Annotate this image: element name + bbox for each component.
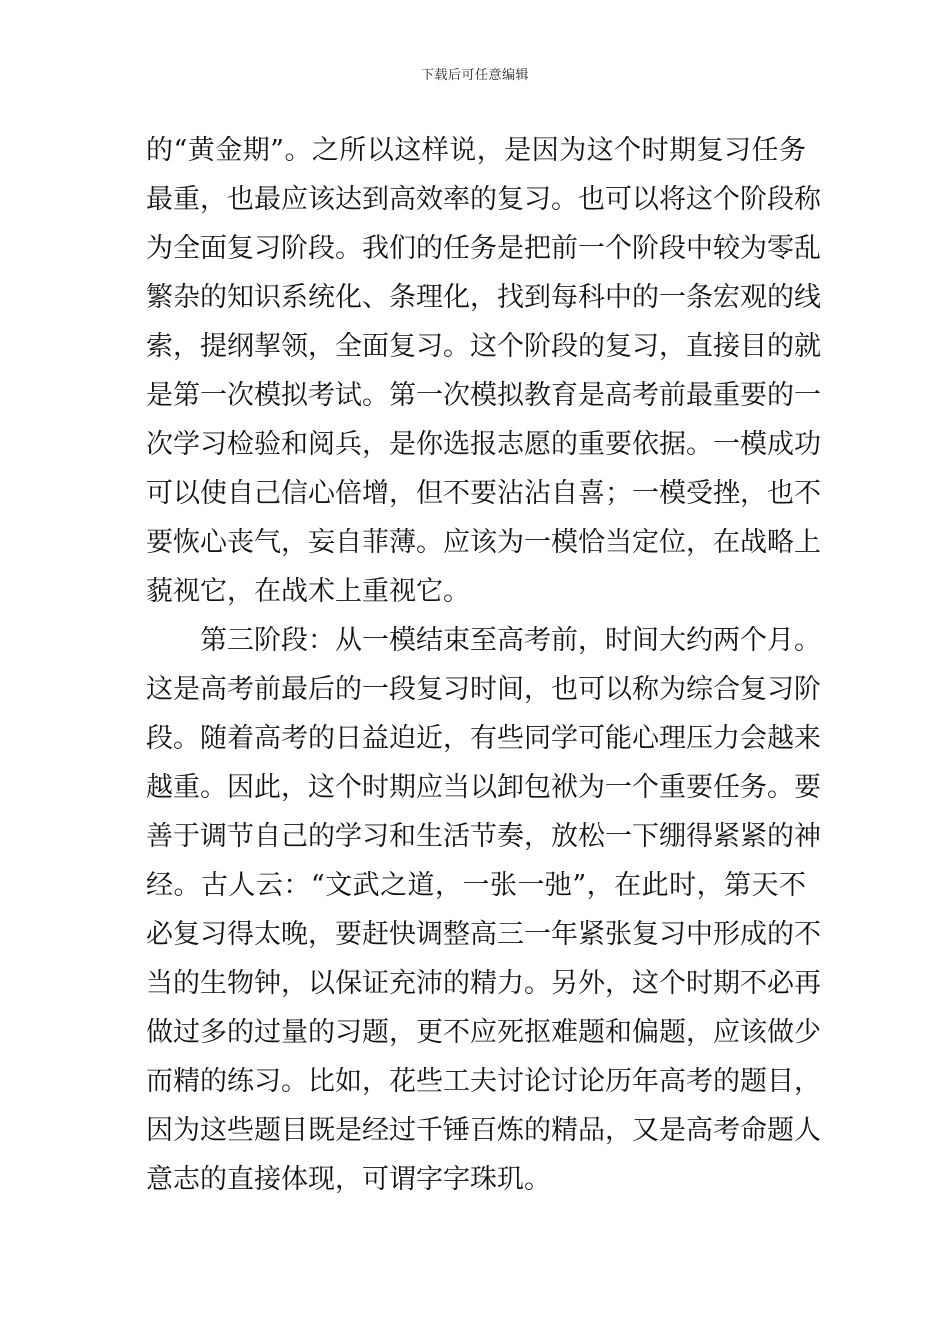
text-line: 藐视它，在战术上重视它。 xyxy=(146,576,470,607)
text-line: 因为这些题目既是经过千锤百炼的精品，又是高考命题人 xyxy=(146,1115,821,1146)
text-line: 可以使自己信心倍增，但不要沾沾自喜；一模受挫，也不 xyxy=(146,478,821,509)
text-line: 索，提纲挈领，全面复习。这个阶段的复习，直接目的就 xyxy=(146,331,821,362)
document-body xyxy=(146,126,821,1204)
page-header: 下载后可任意编辑 xyxy=(420,68,529,83)
text-line: 而精的练习。比如，花些工夫讨论讨论历年高考的题目， xyxy=(146,1066,821,1097)
text-line: 最重，也最应该达到高效率的复习。也可以将这个阶段称 xyxy=(146,184,821,215)
text-line: 这是高考前最后的一段复习时间，也可以称为综合复习阶 xyxy=(146,674,821,705)
text-line: 做过多的过量的习题，更不应死抠难题和偏题，应该做少 xyxy=(146,1017,821,1048)
text-line: 越重。因此，这个时期应当以卸包袱为一个重要任务。要 xyxy=(146,772,821,803)
text-line: 是第一次模拟考试。第一次模拟教育是高考前最重要的一 xyxy=(146,380,821,411)
text-line: 第三阶段：从一模结束至高考前，时间大约两个月。 xyxy=(200,625,821,656)
paragraph-2 xyxy=(146,616,821,1204)
text-line: 经。古人云：“文武之道，一张一弛”，在此时，第天不 xyxy=(146,870,806,901)
text-line: 次学习检验和阅兵，是你选报志愿的重要依据。一模成功 xyxy=(146,429,821,460)
paragraph-1 xyxy=(146,126,821,616)
text-line: 段。随着高考的日益迫近，有些同学可能心理压力会越来 xyxy=(146,723,821,754)
text-line: 的“黄金期”。之所以这样说，是因为这个时期复习任务 xyxy=(146,135,806,166)
text-line: 当的生物钟，以保证充沛的精力。另外，这个时期不必再 xyxy=(146,968,821,999)
text-line: 繁杂的知识系统化、条理化，找到每科中的一条宏观的线 xyxy=(146,282,821,313)
text-line: 必复习得太晚，要赶快调整高三一年紧张复习中形成的不 xyxy=(146,919,821,950)
text-line: 意志的直接体现，可谓字字珠玑。 xyxy=(146,1164,551,1195)
text-line: 善于调节自己的学习和生活节奏，放松一下绷得紧紧的神 xyxy=(146,821,821,852)
text-line: 为全面复习阶段。我们的任务是把前一个阶段中较为零乱 xyxy=(146,233,821,264)
text-line: 要恢心丧气，妄自菲薄。应该为一模恰当定位，在战略上 xyxy=(146,527,821,558)
